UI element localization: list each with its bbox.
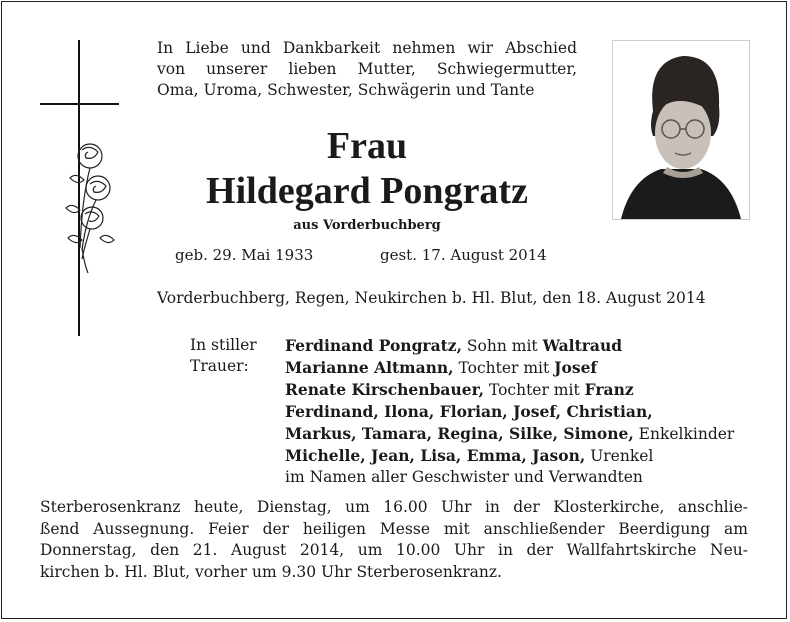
mourner-row bbox=[285, 423, 734, 445]
notice-line: ßend Aussegnung. Feier der heiligen Messe mit anschließender Beerdigung am bbox=[40, 519, 748, 538]
death-date: gest. 17. August 2014 bbox=[380, 246, 547, 264]
place-and-date: Vorderbuchberg, Regen, Neukirchen b. Hl. Blut, den 18. August 2014 bbox=[157, 289, 706, 307]
birth-date: geb. 29. Mai 1933 bbox=[175, 246, 314, 264]
mourner-name: Markus, Tamara, Regina, Silke, Simone, bbox=[285, 424, 634, 443]
mourner-name: Marianne Altmann, bbox=[285, 358, 454, 377]
mourner-row bbox=[285, 357, 734, 379]
portrait-photo bbox=[612, 40, 750, 220]
mourner-relation: Sohn mit bbox=[461, 337, 543, 355]
mourner-relation: im Namen aller Geschwister und Verwandten bbox=[285, 468, 643, 486]
mourner-name: Ferdinand, Ilona, Florian, Josef, Christian, bbox=[285, 402, 653, 421]
deceased-origin: aus Vorderbuchberg bbox=[293, 218, 441, 233]
intro-line: von unserer lieben Mutter, Schwiegermutter, bbox=[157, 60, 577, 78]
mourner-relation: Urenkel bbox=[585, 447, 654, 465]
mourner-row bbox=[285, 401, 734, 423]
mourner-partner: Franz bbox=[584, 380, 634, 399]
mourning-lead-line: In stiller bbox=[190, 336, 257, 354]
mourner-partner: Josef bbox=[554, 358, 598, 377]
honorific: Frau bbox=[326, 125, 408, 167]
mourner-row bbox=[285, 467, 734, 488]
intro-text bbox=[157, 38, 577, 101]
mourner-list bbox=[285, 335, 734, 488]
intro-line: In Liebe und Dankbarkeit nehmen wir Abschied bbox=[157, 39, 577, 57]
mourning-lead bbox=[190, 335, 257, 377]
mourner-name: Michelle, Jean, Lisa, Emma, Jason, bbox=[285, 446, 586, 465]
notice-line: Sterberosenkranz heute, Dienstag, um 16.00 Uhr in der Klosterkirche, anschlie- bbox=[40, 498, 748, 516]
notice-line: kirchen b. Hl. Blut, vorher um 9.30 Uhr Sterberosenkranz. bbox=[40, 562, 502, 581]
mourner-relation: Tochter mit bbox=[453, 359, 555, 377]
intro-line: Oma, Uroma, Schwester, Schwägerin und Tante bbox=[157, 81, 535, 99]
mourner-row bbox=[285, 445, 734, 467]
mourner-name: Ferdinand Pongratz, bbox=[285, 336, 462, 355]
cross-with-roses-icon bbox=[30, 38, 130, 338]
mourner-name: Renate Kirschenbauer, bbox=[285, 380, 485, 399]
notice-line: Donnerstag, den 21. August 2014, um 10.00 Uhr in der Wallfahrtskirche Neu- bbox=[40, 541, 748, 559]
mourner-row bbox=[285, 379, 734, 401]
mourner-partner: Waltraud bbox=[542, 336, 623, 355]
mourner-relation: Enkelkinder bbox=[633, 425, 735, 443]
service-notice bbox=[40, 497, 748, 583]
mourner-row bbox=[285, 335, 734, 357]
deceased-name: Hildegard Pongratz bbox=[206, 170, 528, 212]
mourner-relation: Tochter mit bbox=[484, 381, 585, 399]
mourning-lead-line: Trauer: bbox=[190, 357, 249, 375]
